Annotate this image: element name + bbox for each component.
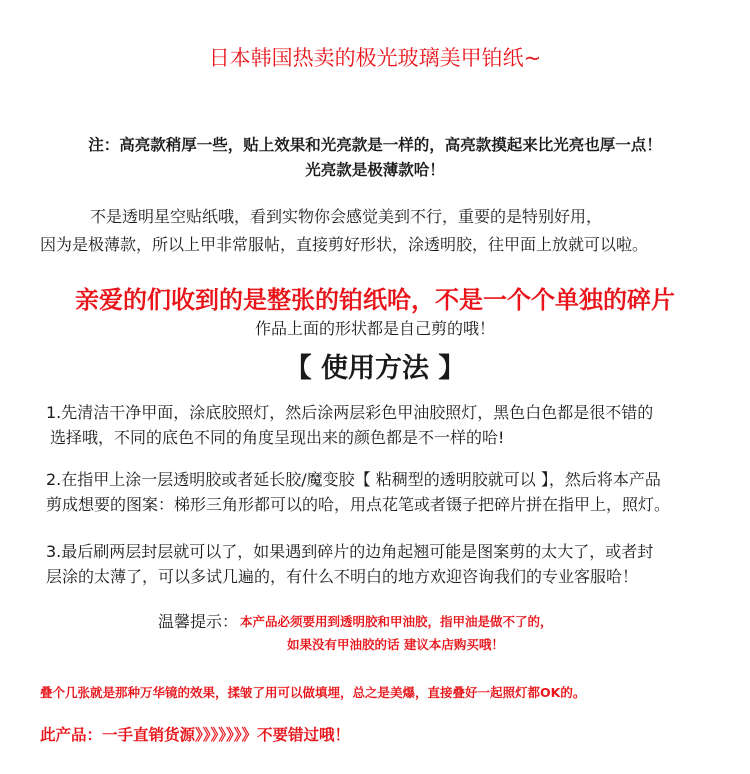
step-2-line-2: 剪成想要的图案：梯形三角形都可以的哈，用点花笔或者镊子把碎片拼在指甲上，照灯。	[46, 495, 671, 514]
description-line-2: 因为是极薄款，所以上甲非常服帖，直接剪好形状，涂透明胶，往甲面上放就可以啦。	[40, 235, 649, 254]
product-note: 此产品：一手直销货源》》》》》》》不要错过哦！	[40, 726, 351, 744]
note-line-1: 注：高亮款稍厚一些，贴上效果和光亮款是一样的，高亮款摸起来比光亮也厚一点！	[88, 136, 662, 154]
step-1-line-1: 1.先清洁干净甲面，涂底胶照灯，然后涂两层彩色甲油胶照灯，黑色白色都是很不错的	[46, 403, 654, 422]
note-line-2: 光亮款是极薄款哈！	[305, 161, 445, 179]
step-3-line-1: 3.最后刷两层封层就可以了，如果遇到碎片的边角起翘可能是图案剪的太大了，或者封	[46, 542, 654, 561]
step-1-line-2: 选择哦，不同的底色不同的角度呈现出来的颜色都是不一样的哈!	[50, 428, 505, 447]
tips-line-2: 如果没有甲油胶的话 建议本店购买哦！	[287, 637, 504, 652]
step-2-line-1: 2.在指甲上涂一层透明胶或者延长胶/魔变胶【 粘稠型的透明胶就可以 】，然后将本产品	[46, 470, 661, 489]
tips-line-1: 本产品必须要用到透明胶和甲油胶，指甲油是做不了的，	[240, 613, 553, 629]
highlight-subnote: 作品上面的形状都是自己剪的哦！	[254, 319, 495, 338]
usage-heading: 【 使用方法 】	[284, 353, 466, 384]
tips-row	[158, 609, 553, 632]
description-line-1: 不是透明星空贴纸哦，看到实物你会感觉美到不行，重要的是特别好用，	[90, 207, 603, 226]
tips-label: 温馨提示：	[158, 612, 239, 631]
page-title: 日本韩国热卖的极光玻璃美甲铂纸~	[208, 46, 542, 70]
layering-note: 叠个几张就是那种万华镜的效果，揉皱了用可以做填埋，总之是美爆，直接叠好一起照灯都OK的。	[40, 685, 586, 700]
step-3-line-2: 层涂的太薄了，可以多试几遍的，有什么不明白的地方欢迎咨询我们的专业客服哈！	[46, 567, 639, 586]
highlight-notice: 亲爱的们收到的是整张的铂纸哈，不是一个个单独的碎片	[75, 286, 675, 314]
